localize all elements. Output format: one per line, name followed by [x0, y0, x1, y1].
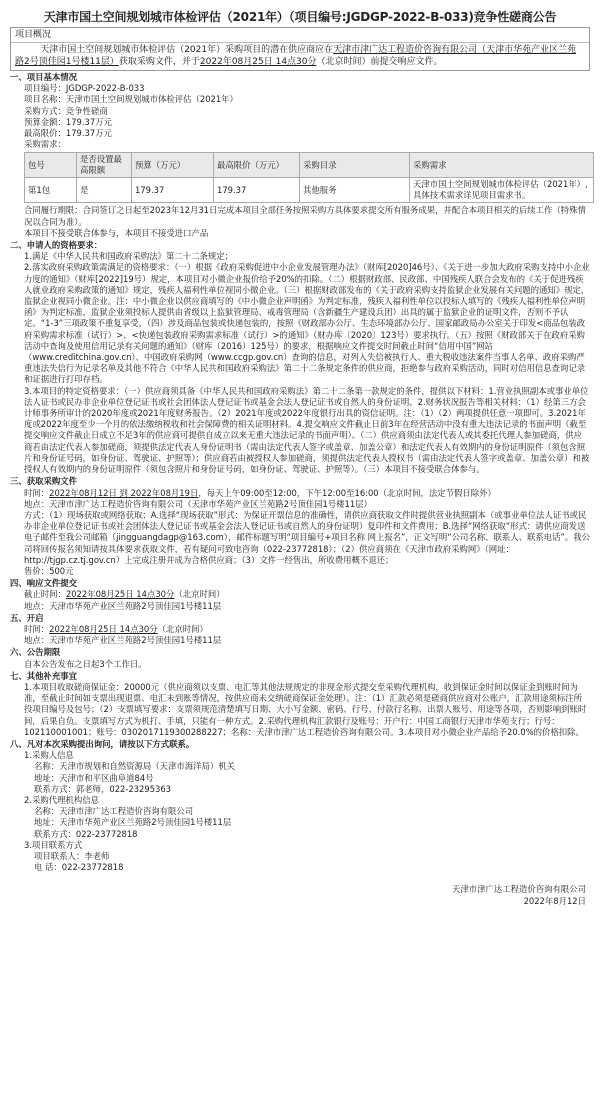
- section-5-heading: 五、开启: [10, 612, 44, 623]
- agent-address: 地址：天津市华苑产业区兰苑路2号顶佳园1号楼11层: [34, 817, 232, 828]
- submission-place: 地点：天津市华苑产业区兰苑路2号顶佳园1号楼11层: [24, 600, 222, 611]
- section-2-heading: 二、申请人的资格要求：: [10, 240, 103, 251]
- table-header-cell: 采购需求: [410, 153, 594, 178]
- signature-block: [0, 883, 586, 907]
- overview-part-2: 获取采购文件，并于: [118, 57, 200, 67]
- deadline-note: （北京时间）: [174, 589, 225, 600]
- table-cell: 第1包: [25, 178, 77, 203]
- buyer-contact: 联系方式：郭老师，022-23295363: [34, 783, 172, 794]
- basic-info-line: 项目名称：天津市国土空间规划城市体检评估（2021年）: [24, 94, 238, 105]
- deadline-value: 2022年08月25日 14点30分: [65, 589, 175, 600]
- notice-period-text: 自本公告发布之日起3个工作日。: [24, 658, 147, 669]
- table-cell: 179.37: [214, 178, 300, 203]
- basic-info-line: 采购方式：竞争性磋商: [24, 105, 108, 116]
- section-other-matters: [10, 671, 590, 738]
- buyer-title: 1.采购人信息: [24, 750, 74, 761]
- basic-info-line: 最高限价：179.37万元: [24, 128, 112, 139]
- overview-part-3: （北京时间）前提交响应文件。: [316, 57, 443, 67]
- overview-label: 项目概况: [11, 28, 589, 43]
- signature-company: 天津市津广达工程造价咨询有限公司: [452, 884, 586, 895]
- section-6-heading: 六、公告期限: [10, 647, 61, 658]
- section-8-heading: 八、凡对本次采购提出询问，请按以下方式联系。: [10, 738, 195, 749]
- obtain-method: 方式：（1）现场获取或网络获取；A.选择“现场获取”形式：为保证开票信息的准确性，请供应商获取文件时提供营业执照副本（或事业单位法人证书或民办非企业单位登记证书或社会团体法人登记证书或基金会法人登记证书或自然人的身份证明）复印件和文件费用；B.选择“网络获取”形式：请供应商发送电子邮件至我公司邮箱（jingguangdagp@163.com），邮件标题写明“项目编号+项目名称 网上报名”，正文写明“公司名称、联系人、联系电话”。我公司将回传报名须知请按具体要求获取文件，若有疑问可致电咨询（022-23772818）；（2）供应商须在《天津市政府采购网》（网址：http://tjgp.cz.tj.gov.cn）上完成注册并成为合格供应商；（3）文件一经售出，所收费用概不退还；: [24, 509, 590, 565]
- signature-date: 2022年8月12日: [523, 896, 586, 907]
- section-notice-period: [10, 647, 590, 669]
- section-1-heading: 一、项目基本情况: [10, 72, 77, 82]
- agent-title: 2.采购代理机构信息: [24, 794, 99, 805]
- obtain-place: 地点：天津市津广达工程造价咨询有限公司（天津市华苑产业区兰苑路2号顶佳园1号楼11层）: [24, 498, 372, 509]
- other-matters-text: 1.本项目收取磋商保证金：20000元（供应商须以支票、电汇等其他法规规定的非现金形式提交至采购代理机构，收到保证金时间以保证金到账时间为准，至截止时间如支票出现退票、电汇未到账等情况，按供应商未交纳磋商保证金处理）。注：（1）汇款必须是磋商供应商对公账户，汇款用途须标注所投项目编号及包号；（2）支票填写要求：支票须规范清楚填写日期、大小写金额、密码、行号、付款行名称、出票人账号、用途等各项，否则影响到账时间，后果自负。支票填写方式为机打、手填，只能有一种方式。2.采购代理机构汇款银行及账号：开户行：中国工商银行天津市华苑支行；行号：102110001001；账号：0302017119300288227；名称：天津市津广达工程造价咨询有限公司。3.本项目对小微企业产品给予20.0%的价格扣除。: [24, 681, 587, 737]
- table-cell: 其他服务: [300, 178, 410, 203]
- section-4-heading: 四、响应文件提交: [10, 578, 77, 589]
- consortium-note: 本项目不接受联合体参与，本项目不接受进口产品: [24, 227, 209, 238]
- project-contact-person: 项目联系人：李老师: [34, 851, 110, 861]
- section-basic-info: [10, 72, 590, 239]
- opening-time-note: （北京时间）: [157, 623, 208, 634]
- section-opening: [10, 613, 590, 647]
- table-header-row: [25, 153, 594, 178]
- table-row: [25, 178, 594, 203]
- section-submission: [10, 578, 590, 612]
- buyer-address: 地址：天津市和平区曲阜道84号: [34, 772, 154, 783]
- deadline-label: 截止时间：: [24, 589, 66, 600]
- requirements-table: [24, 152, 594, 203]
- overview-place: 天津市津广达工程造价咨询有限公司（天津市华苑产业区兰苑路2号顶佳园1号楼11层）: [15, 45, 577, 67]
- overview-text: [11, 43, 589, 70]
- table-header-cell: 采购目录: [300, 153, 410, 178]
- qualification-item: 2.落实政府采购政策需满足的资格要求：（一）根据《政府采购促进中小企业发展管理办法》（财库[2020]46号）、《关于进一步加大政府采购支持中小企业力度的通知》（财库[2022]19号）规定，本项目对小微企业报价给予20%的扣除。（二）根据财政部、民政部、中国残疾人联合会发布的《关于促进残疾人就业政府采购政策的通知》规定，残疾人福利性单位视同小微企业。（三）根据财政部发布的《关于政府采购支持监狱企业发展有关问题的通知》规定，监狱企业视同小微企业。注：中小微企业以供应商填写的《中小微企业声明函》为判定标准，残疾人福利性单位以投标人填写的《残疾人福利性单位声明函》为判定标准，监狱企业须投标人提供由省级以上监狱管理局、戒毒管理局（含新疆生产建设兵团）出具的属于监狱企业的证明文件，否则不予认定。“1-3”三项政策不重复享受。（四）涉及商品包装或快递包装的，按照《财政部办公厅、生态环境部办公厅、国家邮政局办公室关于印发<商品包装政府采购需求标准（试行）>、<快递包装政府采购需求标准（试行）>的通知》（财办库〔2020〕123号）要求执行。（五）按照《财政部关于在政府采购活动中查询及使用信用记录有关问题的通知》（财库（2016）125号）的要求，根据响应文件提交时间截止时间“信用中国”网站（www.creditchina.gov.cn）、中国政府采购网（www.ccgp.gov.cn）查询的信息，对列入失信被执行人、重大税收违法案件当事人名单、政府采购严重违法失信行为记录名单及其他不符合《中华人民共和国政府采购法》第二十二条规定条件的供应商，拒绝参与政府采购活动，同时对信用信息查询记录和证据进行打印存档。: [24, 262, 590, 385]
- agent-name: 名称：天津市津广达工程造价咨询有限公司: [34, 806, 194, 817]
- table-cell: 179.37: [132, 178, 214, 203]
- table-header-cell: 是否设置最高限额: [77, 153, 132, 178]
- section-7-heading: 七、其他补充事宜: [10, 670, 77, 681]
- qualification-item: 3.本项目的特定资格要求：（一）供应商须具备《中华人民共和国政府采购法》第二十二条第一款规定的条件，提供以下材料：1.营业执照副本或事业单位法人证书或民办非企业单位登记证书或社会团体法人登记证书或基金会法人登记证书或自然人的身份证明。2.财务状况报告等相关材料：（1）经第三方会计师事务所审计的2020年度或2021年度财务报告。（2）2021年度或2022年度银行出具的资信证明。注：（1）（2）两项提供任意一项即可。3.2021年度或2022年度至少一个月的依法缴纳税收和社会保障费的相关证明材料。4.提交响应文件截止日前3年在经营活动中没有重大违法记录的书面声明（截至提交响应文件截止日成立不足3年的供应商可提供自成立以来无重大违法记录的书面声明）。（二）供应商须由法定代表人或其委托代理人参加磋商，供应商若由法定代表人参加磋商，须提供法定代表人身份证明书（需由法定代表人签字或盖章、加盖公章）和法定代表人有效期内的身份证明原件（须包含照片和身份证号码，如身份证、驾驶证、护照等）；供应商若由被授权人参加磋商，须提供法定代表人授权书（需由法定代表人签字或盖章、加盖公章）和被授权人有效期内的身份证明原件（须包含照片和身份证号码，如身份证、驾驶证、护照等）。（三）本项目不接受联合体参与。: [24, 385, 590, 475]
- table-cell: 是: [77, 178, 132, 203]
- section-obtain-documents: [10, 476, 590, 577]
- opening-time: [10, 624, 590, 635]
- table-header-cell: 最高限价（万元）: [214, 153, 300, 178]
- opening-time-label: 时间：: [24, 623, 50, 634]
- qualification-item: 1.满足《中华人民共和国政府采购法》第二十二条规定；: [24, 251, 233, 262]
- table-cell: 天津市国土空间规划城市体检评估（2021年）,具体技术需求详见项目需求书。: [410, 178, 594, 203]
- project-overview-box: [10, 27, 590, 71]
- opening-place: 地点：天津市华苑产业区兰苑路2号顶佳园1号楼11层: [24, 635, 222, 646]
- obtain-time-rest: ，每天上午09:00至12:00，下午12:00至16:00（北京时间，法定节假日除外）: [198, 487, 496, 498]
- overview-deadline: 2022年08月25日 14点30分: [199, 57, 317, 67]
- project-contact-title: 3.项目联系方式: [24, 839, 83, 850]
- document-price: 售价：500元: [24, 565, 74, 576]
- page-title: 天津市国土空间规划城市体检评估（2021年）（项目编号:JGDGP-2022-B-033)竞争性磋商公告: [43, 10, 557, 24]
- section-qualifications: [10, 240, 590, 475]
- project-contact-phone: 电 话：022-23772818: [34, 862, 124, 873]
- opening-time-value: 2022年08月25日 14点30分: [49, 623, 158, 634]
- submission-deadline: [10, 589, 590, 600]
- obtain-time-range: 2022年08月12日 到 2022年08月19日: [49, 487, 199, 498]
- obtain-time-label: 时间：: [24, 487, 50, 498]
- agent-contact: 联系方式：022-23772818: [34, 828, 138, 839]
- basic-info-line: 采购需求：: [24, 139, 66, 150]
- overview-part-1: 天津市国土空间规划城市体检评估（2021年）采购项目的潜在供应商应在: [40, 45, 334, 55]
- basic-info-line: 预算金额：179.37万元: [24, 116, 112, 127]
- basic-info-line: 项目编号：JGDGP-2022-B-033: [24, 83, 145, 94]
- obtain-time: [10, 488, 590, 499]
- buyer-name: 名称：天津市规划和自然资源局（天津市海洋局）机关: [34, 761, 235, 772]
- contract-period: 合同履行期限：合同签订之日起至2023年12月31日完成本项目全部任务按照采购方具体要求提交所有服务成果，并配合本项目相关的后续工作（特殊情况以合同为准）。: [24, 205, 586, 227]
- section-contacts: [10, 739, 590, 873]
- table-header-cell: 预算（万元）: [132, 153, 214, 178]
- table-header-cell: 包号: [25, 153, 77, 178]
- section-3-heading: 三、获取采购文件: [10, 476, 77, 487]
